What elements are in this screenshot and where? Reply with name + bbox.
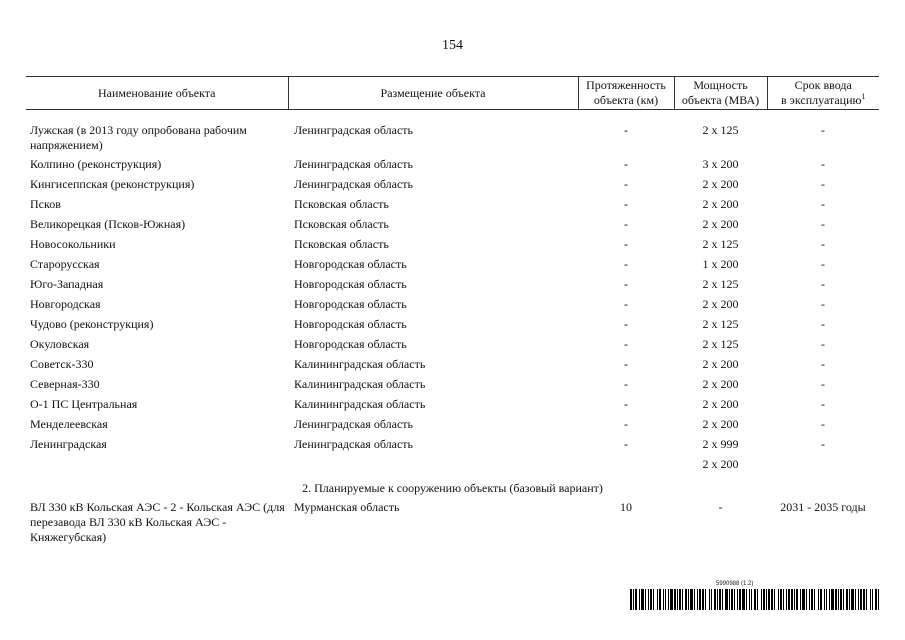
cell-term: - — [821, 277, 825, 291]
cell-power: 1 x 200 — [702, 257, 739, 271]
table-row — [26, 217, 879, 237]
table-row — [26, 177, 879, 197]
cell-length: - — [624, 277, 628, 291]
header-power-line2: объекта (МВА) — [681, 93, 760, 107]
header-power-line1: Мощность — [693, 78, 748, 92]
cell-power: 2 x 200 — [702, 217, 739, 231]
cell-term: - — [821, 397, 825, 411]
cell-power: 2 x 125 — [702, 237, 739, 251]
table-row — [26, 437, 879, 457]
cell-length: - — [624, 337, 628, 351]
cell-power: - — [718, 500, 723, 514]
cell-term: - — [821, 123, 825, 137]
cell-length: - — [624, 437, 628, 451]
cell-location: Калининградская область — [294, 397, 426, 411]
cell-name: О-1 ПС Центральная — [30, 397, 138, 411]
table-spacer-row — [26, 110, 879, 123]
cell-power: 3 x 200 — [702, 157, 739, 171]
cell-name: Старорусская — [30, 257, 100, 271]
cell-power: 2 x 999 — [702, 437, 739, 451]
table-row — [26, 122, 879, 157]
header-length-line2: объекта (км) — [593, 93, 659, 107]
cell-location: Новгородская область — [294, 317, 407, 331]
header-term-line2: в эксплуатацию — [781, 93, 862, 107]
header-term-footnote: 1 — [861, 92, 866, 101]
cell-term — [767, 457, 879, 477]
cell-name: Новгородская — [30, 297, 101, 311]
cell-name: Чудово (реконструкция) — [30, 317, 154, 331]
table-row — [26, 297, 879, 317]
cell-name: Кингисеппская (реконструкция) — [30, 177, 195, 191]
cell-length: - — [624, 317, 628, 331]
cell-term: - — [821, 157, 825, 171]
cell-length: - — [624, 377, 628, 391]
cell-location — [288, 457, 578, 477]
header-length — [578, 77, 674, 110]
cell-length: - — [624, 197, 628, 211]
barcode-label: 5990988 (1.2) — [716, 581, 754, 587]
cell-term: - — [821, 417, 825, 431]
cell-length: - — [624, 217, 628, 231]
cell-location: Калининградская область — [294, 377, 426, 391]
table-row — [26, 457, 879, 477]
cell-term: - — [821, 317, 825, 331]
cell-length: - — [624, 123, 628, 137]
table-row — [26, 157, 879, 177]
table-row — [26, 277, 879, 297]
cell-location: Псковская область — [294, 237, 389, 251]
table-row — [26, 357, 879, 377]
cell-power: 2 x 200 — [702, 417, 739, 431]
cell-power: 2 x 200 — [702, 297, 739, 311]
cell-term: - — [821, 237, 825, 251]
cell-length: - — [624, 417, 628, 431]
cell-location: Новгородская область — [294, 277, 407, 291]
cell-location: Мурманская область — [294, 500, 400, 514]
cell-term: - — [821, 197, 825, 211]
cell-power: 2 x 200 — [702, 397, 739, 411]
section-title-row — [26, 477, 879, 499]
cell-location: Новгородская область — [294, 337, 407, 351]
cell-location: Псковская область — [294, 197, 389, 211]
cell-power: 2 x 200 — [702, 197, 739, 211]
cell-name: Окуловская — [30, 337, 90, 351]
cell-term: - — [821, 297, 825, 311]
cell-power: 2 x 200 — [702, 377, 739, 391]
cell-term: - — [821, 177, 825, 191]
header-term-line1: Срок ввода — [794, 78, 852, 92]
cell-location: Ленинградская область — [294, 177, 413, 191]
cell-location: Ленинградская область — [294, 437, 413, 451]
header-power — [674, 77, 767, 110]
cell-term: - — [821, 377, 825, 391]
objects-table — [26, 76, 879, 548]
page-number: 154 — [442, 38, 463, 53]
table-row — [26, 317, 879, 337]
table-row — [26, 417, 879, 437]
cell-length: - — [624, 297, 628, 311]
cell-name — [26, 457, 288, 477]
cell-power: 2 x 125 — [702, 123, 739, 137]
table-row — [26, 257, 879, 277]
cell-name: Юго-Западная — [30, 277, 104, 291]
cell-location: Новгородская область — [294, 257, 407, 271]
cell-power: 2 x 125 — [702, 277, 739, 291]
table-row — [26, 237, 879, 257]
section-title: 2. Планируемые к сооружению объекты (базовый вариант) — [302, 480, 603, 495]
cell-term: - — [821, 337, 825, 351]
table-row — [26, 197, 879, 217]
cell-name: Псков — [30, 197, 61, 211]
cell-power: 2 x 125 — [702, 337, 739, 351]
cell-length: - — [624, 257, 628, 271]
cell-name: Менделеевская — [30, 417, 108, 431]
cell-term: - — [821, 257, 825, 271]
cell-length: - — [624, 177, 628, 191]
cell-name: Лужская (в 2013 году опробована рабочим напряжением) — [30, 123, 247, 152]
table-row — [26, 499, 879, 548]
cell-term: - — [821, 437, 825, 451]
cell-length: 10 — [620, 500, 632, 514]
cell-length: - — [624, 397, 628, 411]
barcode-image — [630, 589, 879, 610]
table-row — [26, 337, 879, 357]
cell-length: - — [624, 357, 628, 371]
cell-location: Псковская область — [294, 217, 389, 231]
cell-term: 2031 - 2035 годы — [780, 500, 866, 514]
cell-length — [578, 457, 674, 477]
header-term — [767, 77, 879, 110]
cell-location: Ленинградская область — [294, 417, 413, 431]
cell-name: Ленинградская — [30, 437, 107, 451]
cell-power: 2 x 125 — [702, 317, 739, 331]
table-row — [26, 377, 879, 397]
table-header-row — [26, 77, 879, 110]
header-name: Наименование объекта — [26, 77, 288, 110]
cell-location: Ленинградская область — [294, 157, 413, 171]
cell-power: 2 x 200 — [702, 357, 739, 371]
cell-name: Колпино (реконструкция) — [30, 157, 162, 171]
cell-name: Великорецкая (Псков-Южная) — [30, 217, 186, 231]
cell-location: Новгородская область — [294, 297, 407, 311]
cell-name: Новосокольники — [30, 237, 116, 251]
cell-term: - — [821, 217, 825, 231]
cell-name: Советск-330 — [30, 357, 94, 371]
header-length-line1: Протяженность — [586, 78, 666, 92]
cell-name: Северная-330 — [30, 377, 100, 391]
header-location: Размещение объекта — [288, 77, 578, 110]
cell-term: - — [821, 357, 825, 371]
cell-power: 2 x 200 — [702, 457, 739, 471]
cell-power: 2 x 200 — [702, 177, 739, 191]
cell-name: ВЛ 330 кВ Кольская АЭС - 2 - Кольская АЭС (для перезавода ВЛ 330 кВ Кольская АЭС - Княжегубская) — [30, 500, 285, 544]
cell-length: - — [624, 157, 628, 171]
cell-length: - — [624, 237, 628, 251]
table-row — [26, 397, 879, 417]
cell-location: Калининградская область — [294, 357, 426, 371]
cell-location: Ленинградская область — [294, 123, 413, 137]
